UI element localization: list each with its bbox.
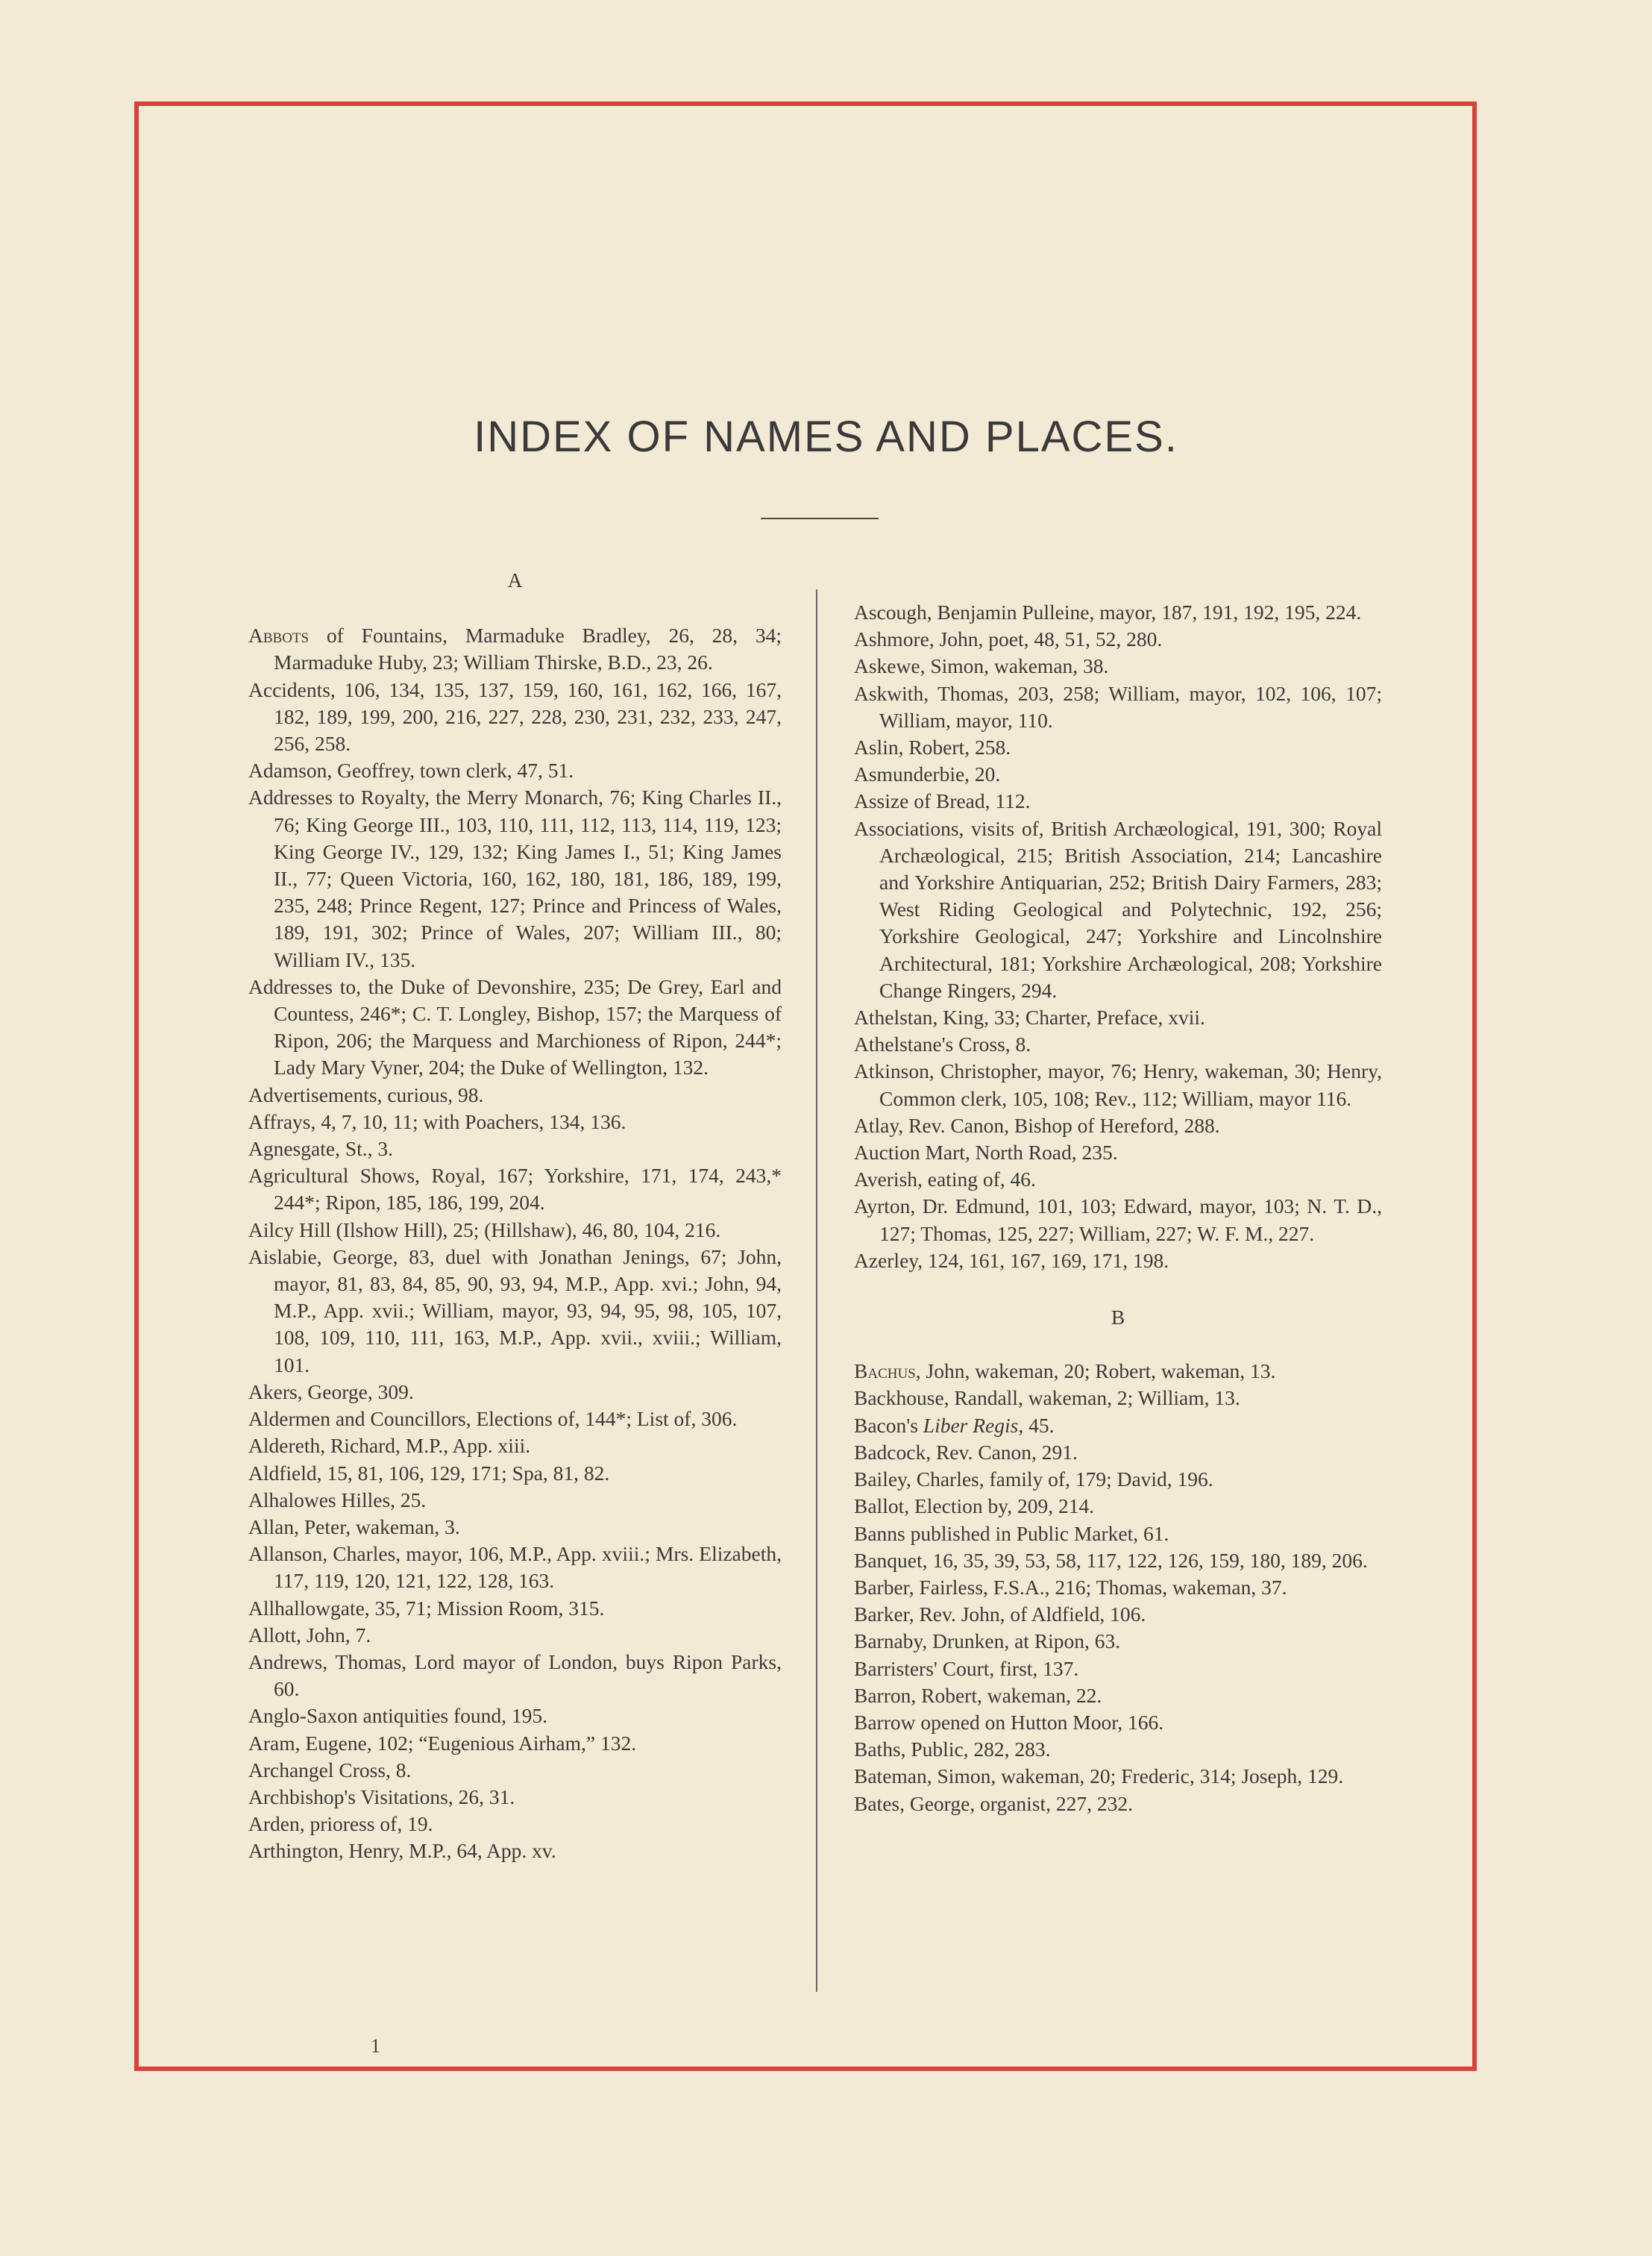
entry-text: , 45. [1018,1413,1055,1437]
index-entry [248,784,782,973]
entry-text: Bates, George, organist, 227, 232. [854,1791,1134,1815]
index-entry [248,677,782,758]
index-entry [854,1466,1382,1493]
entry-text: Akers, George, 309. [248,1379,414,1403]
index-entry [854,1682,1382,1709]
entry-text: Barker, Rev. John, of Aldfield, 106. [854,1602,1146,1626]
index-entry [248,1622,782,1649]
index-entry [854,1385,1382,1411]
section-letter-a: A [507,568,523,592]
entry-text: Ballot, Election by, 209, 214. [854,1494,1095,1518]
entry-text: Athelstane's Cross, 8. [854,1033,1031,1056]
index-entry [854,1412,1382,1439]
index-column-left [248,567,782,1865]
entry-text: Addresses to, the Duke of Devonshire, 235; De Grey, Earl and Countess, 246*; C. T. Longley, Bishop, 157; the Marquess of Ripon, 206; the Marquess and Marchioness of Ripon, 244*; Lady Mary Vyner, 204; the Duke of Wellington, 132. [248,974,782,1080]
index-entry [248,1432,782,1459]
entry-text: Auction Mart, North Road, 235. [854,1141,1118,1165]
index-entry [854,1358,1382,1385]
index-entry [854,1520,1382,1547]
index-entry [854,1493,1382,1520]
index-entry [248,1541,782,1594]
entry-text: Bailey, Charles, family of, 179; David, 196. [854,1467,1213,1491]
entry-list-a-left [248,622,782,1864]
entry-text: Accidents, 106, 134, 135, 137, 159, 160, 161, 162, 166, 167, 182, 189, 199, 200, 216, 227, 228, 230, 231, 232, 233, 247, 256, 258. [248,677,782,756]
index-entry [248,757,782,784]
entry-text: Arden, prioress of, 19. [248,1812,433,1836]
index-entry [854,1547,1382,1574]
entry-text: Arthington, Henry, M.P., 64, App. xv. [248,1839,556,1863]
index-entry [854,1736,1382,1763]
page-number: 1 [371,2035,380,2057]
index-entry [854,680,1382,734]
entry-text: Barrow opened on Hutton Moor, 166. [854,1710,1164,1734]
entry-text: Athelstan, King, 33; Charter, Preface, xvii. [854,1006,1205,1030]
entry-text: Aldermen and Councillors, Elections of, 144*; List of, 306. [248,1407,738,1431]
page-title: INDEX OF NAMES AND PLACES. [474,413,1178,461]
entry-text: Azerley, 124, 161, 167, 169, 171, 198. [854,1248,1169,1272]
index-entry [854,1790,1382,1817]
index-entry [854,653,1382,680]
entry-lead-word: Bachus [854,1359,916,1383]
index-entry [248,622,782,676]
index-entry [854,761,1382,788]
entry-list-a-right [854,599,1382,1274]
entry-text: Barnaby, Drunken, at Ripon, 63. [854,1629,1121,1653]
entry-text: Badcock, Rev. Canon, 291. [854,1440,1078,1464]
index-entry [248,1837,782,1864]
section-letter-b: B [1111,1306,1125,1329]
entry-text: Anglo-Saxon antiquities found, 195. [248,1704,548,1728]
entry-text: Averish, eating of, 46. [854,1168,1036,1191]
index-entry [248,974,782,1082]
column-divider [816,589,817,1992]
index-column-right [854,599,1382,1817]
entry-text: Barber, Fairless, F.S.A., 216; Thomas, wakeman, 37. [854,1575,1287,1599]
entry-text: Allanson, Charles, mayor, 106, M.P., App. xviii.; Mrs. Elizabeth, 117, 119, 120, 121, 122, 128, 163. [248,1542,782,1593]
index-entry [248,1109,782,1135]
entry-text: Asmunderbie, 20. [854,762,1001,786]
index-entry [854,788,1382,815]
entry-list-b [854,1358,1382,1817]
index-entry [854,815,1382,1004]
index-entry [248,1514,782,1541]
index-entry [854,1763,1382,1790]
index-entry [248,1784,782,1811]
index-entry [248,1757,782,1784]
index-entry [248,1595,782,1622]
index-entry [248,1135,782,1162]
index-entry [854,1439,1382,1466]
index-entry [248,1082,782,1109]
index-entry [854,734,1382,761]
index-entry [248,1406,782,1432]
entry-text: Aldfield, 15, 81, 106, 129, 171; Spa, 81, 82. [248,1461,610,1485]
index-entry [248,1379,782,1406]
index-entry [248,1244,782,1379]
entry-text: Barristers' Court, first, 137. [854,1656,1079,1680]
entry-text: Aldereth, Richard, M.P., App. xiii. [248,1434,531,1458]
entry-text: Aram, Eugene, 102; “Eugenious Airham,” 132. [248,1731,637,1755]
entry-text: Backhouse, Randall, wakeman, 2; William, 13. [854,1386,1240,1410]
title-rule [761,518,879,519]
entry-text: Associations, visits of, British Archæological, 191, 300; Royal Archæological, 215; British Association, 214; Lancashire and Yorkshire Antiquarian, 252; British Dairy Farmers, 283; West Riding Geological and Polytechnic, 192, 256; Yorkshire Geological, 247; Yorkshire and Lincolnshire Architectural, 181; Yorkshire Archæological, 208; Yorkshire Change Ringers, 294. [854,816,1382,1002]
entry-text: Aslin, Robert, 258. [854,736,1011,759]
index-entry [854,1628,1382,1655]
entry-text: Ashmore, John, poet, 48, 51, 52, 280. [854,627,1163,651]
index-entry [854,1247,1382,1274]
index-entry [854,1112,1382,1139]
entry-text: Adamson, Geoffrey, town clerk, 47, 51. [248,759,574,783]
entry-text: Agricultural Shows, Royal, 167; Yorkshire, 171, 174, 243,* 244*; Ripon, 185, 186, 199, 204. [248,1164,782,1215]
entry-text: Affrays, 4, 7, 10, 11; with Poachers, 134, 136. [248,1109,626,1133]
entry-text: Archbishop's Visitations, 26, 31. [248,1785,515,1808]
index-entry [854,626,1382,653]
entry-text: Barron, Robert, wakeman, 22. [854,1683,1102,1707]
entry-text: Ailcy Hill (Ilshow Hill), 25; (Hillshaw), 46, 80, 104, 216. [248,1218,721,1241]
index-entry [854,1709,1382,1736]
index-entry [854,1655,1382,1682]
entry-text: Ayrton, Dr. Edmund, 101, 103; Edward, mayor, 103; N. T. D., 127; Thomas, 125, 227; William, 227; W. F. M., 227. [854,1194,1382,1245]
index-entry [248,1730,782,1757]
entry-text: Banns published in Public Market, 61. [854,1521,1169,1545]
index-entry [248,1217,782,1244]
entry-text: Bateman, Simon, wakeman, 20; Frederic, 314; Joseph, 129. [854,1764,1344,1788]
entry-text: Allhallowgate, 35, 71; Mission Room, 315. [248,1596,605,1620]
entry-text: Aislabie, George, 83, duel with Jonathan Jenings, 67; John, mayor, 81, 83, 84, 85, 90, 93, 94, M.P., App. xvi.; John, 94, M.P., App. xvii.; William, mayor, 93, 94, 95, 98, 105, 107, 108, 109, 110, 111, 163, M.P., App. xvii., xviii.; William, 101. [248,1244,782,1376]
entry-text: Atkinson, Christopher, mayor, 76; Henry, wakeman, 30; Henry, Common clerk, 105, 108; Rev., 112; William, mayor 116. [854,1059,1382,1110]
entry-text: Andrews, Thomas, Lord mayor of London, buys Ripon Parks, 60. [248,1649,782,1701]
index-entry [854,1004,1382,1031]
index-entry [248,1702,782,1729]
entry-text: Archangel Cross, 8. [248,1758,412,1782]
entry-text: Baths, Public, 282, 283. [854,1738,1051,1761]
entry-text: Atlay, Rev. Canon, Bishop of Hereford, 288. [854,1113,1220,1137]
entry-prefix: Bacon's [854,1413,923,1437]
entry-text: Alhalowes Hilles, 25. [248,1488,427,1511]
entry-italic-title: Liber Regis [923,1413,1019,1437]
entry-text: Banquet, 16, 35, 39, 53, 58, 117, 122, 126, 159, 180, 189, 206. [854,1548,1368,1572]
entry-text: Askewe, Simon, wakeman, 38. [854,654,1109,678]
entry-text: , John, wakeman, 20; Robert, wakeman, 13. [915,1359,1276,1383]
entry-lead-word: Abbots [248,624,310,648]
entry-text: Advertisements, curious, 98. [248,1082,484,1106]
index-entry [248,1460,782,1487]
index-entry [854,1166,1382,1193]
index-entry [248,1162,782,1216]
entry-text: Agnesgate, St., 3. [248,1137,394,1161]
index-entry [854,1058,1382,1112]
entry-text: of Fountains, Marmaduke Bradley, 26, 28, 34; Marmaduke Huby, 23; William Thirske, B.D., 23, 26. [274,624,782,674]
index-entry [854,1601,1382,1628]
index-entry [854,1031,1382,1058]
index-entry [854,1574,1382,1601]
entry-text: Allott, John, 7. [248,1623,371,1646]
index-entry [854,1139,1382,1166]
index-entry [248,1649,782,1702]
index-entry [854,599,1382,626]
entry-text: Allan, Peter, wakeman, 3. [248,1514,460,1538]
entry-text: Ascough, Benjamin Pulleine, mayor, 187, 191, 192, 195, 224. [854,601,1362,624]
entry-text: Addresses to Royalty, the Merry Monarch, 76; King Charles II., 76; King George III., 103, 110, 111, 112, 113, 114, 119, 123; King George IV., 129, 132; King James I., 51; King James II., 77; Queen Victoria, 160, 162, 180, 181, 186, 189, 199, 235, 248; Prince Regent, 127; Prince and Princess of Wales, 189, 191, 302; Prince of Wales, 207; William III., 80; William IV., 135. [248,786,782,971]
index-entry [248,1487,782,1514]
index-entry [248,1811,782,1837]
entry-text: Askwith, Thomas, 203, 258; William, mayor, 102, 106, 107; William, mayor, 110. [854,681,1382,732]
index-entry [854,1193,1382,1247]
entry-text: Assize of Bread, 112. [854,789,1031,813]
